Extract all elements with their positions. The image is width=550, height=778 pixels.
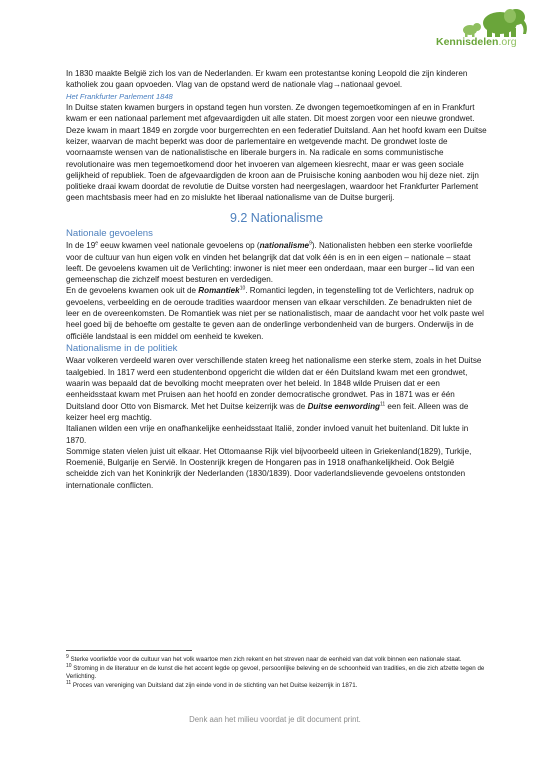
frankfurt-heading: Het Frankfurter Parlement 1848 (66, 91, 173, 101)
term-duitse-eenwording: Duitse eenwording (307, 401, 380, 411)
text-run: En de gevoelens kwamen ook uit de (66, 286, 199, 296)
footnote-text: Stroming in de literatuur en de kunst die het accent legde op gevoel, persoonlijke beleving en de schoonheid van tradities, en die zich afzette tegen de Verlichting. (66, 664, 485, 681)
ordinal-suffix: e (95, 240, 99, 247)
footnote-ref-11[interactable]: 11 (379, 400, 386, 407)
footnote-11 (66, 679, 490, 691)
logo-name: Kennisdelen (436, 36, 499, 48)
footnote-9 (66, 653, 490, 665)
footnote-separator (66, 650, 192, 651)
logo-suffix: .org (498, 36, 517, 48)
intro-paragraph: In 1830 maakte België zich los van de Nederlanden. Er kwam een protestantse koning Leopold die zijn kinderen katholiek zou gaan opvoeden. Vlag van de opstand werd de nationale vlag→nationaal gevoel. (66, 69, 468, 90)
elephant-icon (430, 6, 538, 38)
text-run: Waar volkeren verdeeld waren over verschillende staten kreeg het nationalisme een sterke stem, zoals in het Duitse taalgebied. In 1817 werd een studentenbond opgericht die wilden dat er één Duitsland kwam met een grondwet, waarin was bepaald dat de bevolking mocht meepraten over het beleid. In 1848 wilde Pruisen dat er een eenheidsstaat kwam met Pruisen aan het hoofd en zonder democratische grondwet. Pas in 1871 was er één Duitsland door Otto von Bismarck. Met het Duitse keizerrijk was de (66, 356, 482, 411)
chapter-heading: 9.2 Nationalisme (229, 210, 324, 225)
footnote-number: 11 (66, 679, 72, 686)
politiek-paragraph-1 (66, 355, 487, 423)
text-run: . Romantici legden, in tegenstelling tot de Verlichters, nadruk op gevoelens, verbeelding en de oeroude tradities waardoor mensen van elkaar verschilden. Ze benadrukten niet de leer en de overeenkomsten. De Romantiek was niet per se nationalistisch, maar de aandacht voor het volk paste wel heel goed bij de behoefte om gestalte te geven aan de onderlinge verbondenheid van de burgers. Onderwijs in de officiële landstaal is een middel om eenheid te kweken. (66, 286, 484, 341)
nationale-gevoelens-paragraph-2 (66, 285, 487, 341)
footnote-number: 9 (66, 653, 69, 660)
footnote-10 (66, 662, 490, 682)
footnote-text: Sterke voorliefde voor de cultuur van het volk waartoe men zich rekent en het streven naar de eenheid van dat volk binnen een nationale staat. (68, 656, 462, 663)
term-nationalisme: nationalisme (259, 241, 310, 251)
kennisdelen-logo (430, 6, 538, 58)
footnotes (66, 653, 490, 690)
nationale-gevoelens-paragraph-1 (66, 240, 487, 285)
section-heading-nationale-gevoelens: Nationale gevoelens (66, 227, 153, 239)
footnote-number: 10 (66, 662, 72, 669)
footer-note: Denk aan het milieu voordat je dit document print. (189, 715, 361, 724)
logo-wordmark (436, 36, 517, 48)
section-heading-nationalisme-politiek: Nationalisme in de politiek (66, 342, 178, 354)
text-run: eeuw kwamen veel nationale gevoelens op ( (98, 241, 260, 251)
frankfurt-paragraph: In Duitse staten kwamen burgers in opstand tegen hun vorsten. Ze dwongen tegemoetkomingen af en in Frankfurt kwam er een nationaal parlement met afgevaardigden uit alle staten. Dit moest zorgen voor een nieuwe grondwet. Deze kwam in maart 1849 en zorgde voor burgerrechten en een federatief Duitsland. Aan het hoofd kwam een Duitse keizer, waarvan de macht beperkt was door de parlementaire en wetgevende macht. De grondwet loste de voornaamste wensen van de nationalistische en liberale burgers in. Na radicale en soms communistische revolutionaire was men tegemoetkomend door het invoeren van algemeen kiesrecht, maar er was geen sociale gelijkheid of republiek. Toen de afgevaardigden de kroon aan de Pruisische koning aanboden wou hij deze niet. zijn politieke draai kwam doordat de revolutie de Duitse vorsten had neergeslagen, waardoor het Frankfurter Parlement geen machtsbasis meer had en zo mislukte het liberaal nationalisme van de Duitse burgerij. (66, 103, 487, 203)
politiek-paragraph-3: Sommige staten vielen juist uit elkaar. Het Ottomaanse Rijk viel bijvoorbeeld uiteen in Griekenland(1829), Turkije, Roemenië, Bulgarije en Servië. In Oostenrijk kregen de Hongaren pas in 1918 onafhankelijkheid. Ook België scheidde zich van het Koninkrijk der Nederlanden (1830/1839). Door vaderlandslievende gevoelens ontstonden internationale conflicten. (66, 446, 472, 490)
footnote-text: Proces van vereniging van Duitsland dat zijn einde vond in de stichting van het Duitse keizerrijk in 1871. (71, 681, 358, 689)
page-content (66, 68, 487, 491)
footnote-ref-9[interactable]: 9 (309, 240, 312, 247)
text-run: een feit. Alleen was de keizer heel erg machtig. (66, 401, 469, 422)
text-run: ). Nationalisten hebben een sterke voorliefde voor de cultuur van hun eigen volk en vinden het belangrijk dat dat volk één is en in een eigen – nationale – staat leeft. De gevoelens kwamen uit de Verlichting: inwoner is niet meer een onderdaan, maar een burger→lid van een gemeenschap die zichzelf moest besturen en verdedigen. (66, 241, 475, 285)
term-romantiek: Romantiek (198, 286, 240, 296)
politiek-paragraph-2: Italianen wilden een vrije en onafhankelijke eenheidsstaat Italië, zonder invloed vanuit het buitenland. Dit lukte in 1870. (66, 424, 469, 445)
footnote-ref-10[interactable]: 10 (239, 285, 246, 292)
text-run: In de 19 (66, 241, 96, 251)
